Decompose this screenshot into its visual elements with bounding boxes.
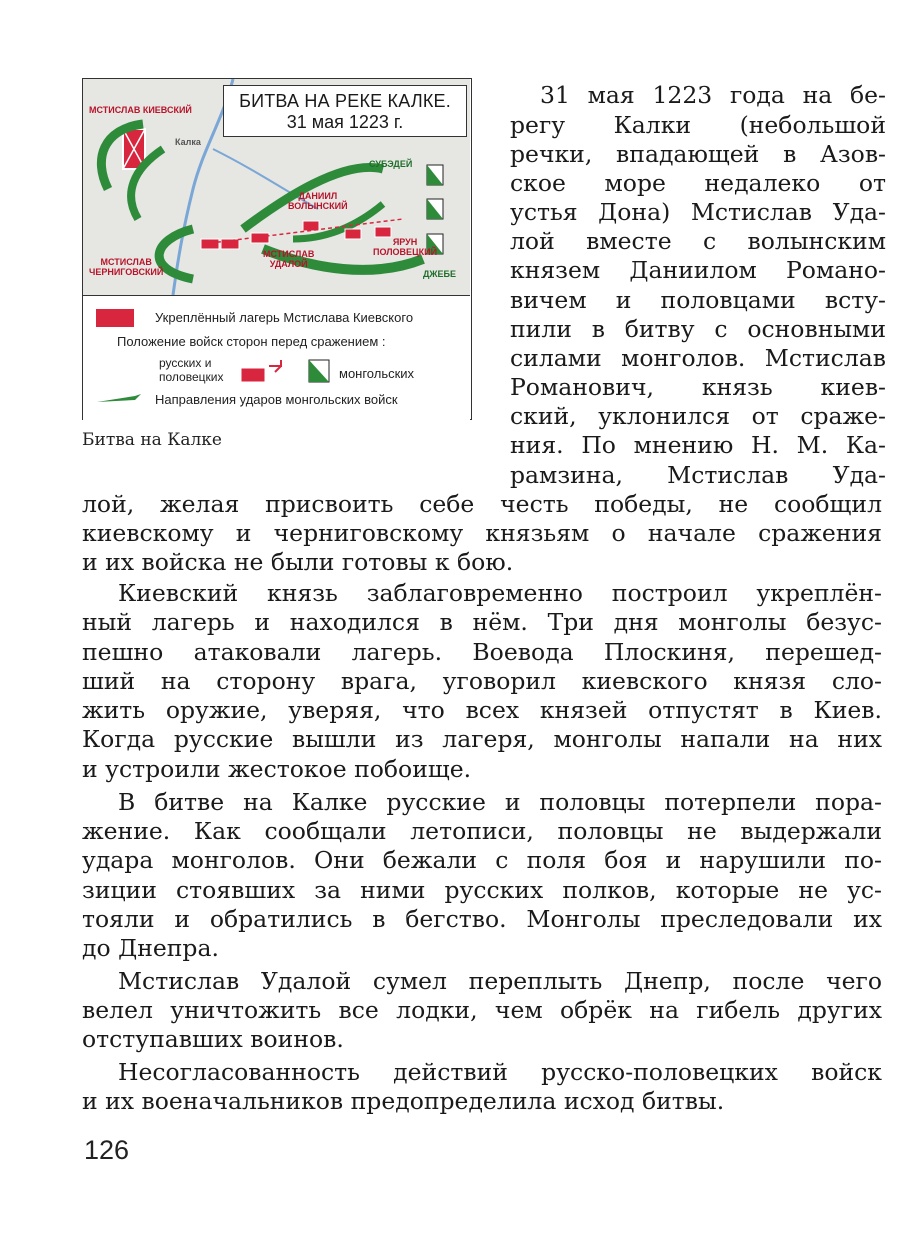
russian-unit xyxy=(375,227,391,237)
russian-legend-icon xyxy=(241,358,285,384)
label-jebe: ДЖЕБЕ xyxy=(423,269,457,279)
text-line: и устроили жестокое побоище. xyxy=(82,755,472,783)
map-title-line1: БИТВА НА РЕКЕ КАЛКЕ. xyxy=(239,91,451,111)
label-mstislav-kievsky: МСТИСЛАВ КИЕВСКИЙ xyxy=(89,105,192,115)
text-line: 31 мая 1223 года на бе- xyxy=(540,81,886,109)
text-line: лой, желая присвоить себе честь победы, не сообщил xyxy=(82,490,882,518)
text-line: Мстислав Удалой сумел переплыть Днепр, после чего xyxy=(118,967,882,995)
camp-legend-icon xyxy=(95,308,135,328)
text-line: В битве на Калке русские и половцы потерпели пора- xyxy=(118,788,882,816)
label-yarun-line2: ПОЛОВЕЦКИЙ xyxy=(373,247,438,257)
label-mstislav-udaloy-line2: УДАЛОЙ xyxy=(269,259,308,269)
text-line: пили в битву с основными xyxy=(510,315,886,343)
legend-russian-line1: русских и xyxy=(159,356,212,370)
map-legend xyxy=(83,295,470,420)
text-line: Когда русские вышли из лагеря, монголы напали на них xyxy=(82,725,882,753)
label-daniil xyxy=(288,191,348,211)
text-line: жить оружие, уверяя, что всех князей отпустят в Киев. xyxy=(82,696,882,724)
figure-caption: Битва на Калке xyxy=(82,430,222,450)
text-line: силами монголов. Мстислав xyxy=(510,344,886,372)
text-line: и их военачальников предопределила исход битвы. xyxy=(82,1087,725,1115)
label-mstislav-udaloy-line1: МСТИСЛАВ xyxy=(263,249,315,259)
label-yarun-line1: ЯРУН xyxy=(392,237,418,247)
label-mstislav-chern xyxy=(89,257,163,277)
page-number: 126 xyxy=(84,1135,130,1165)
legend-russian xyxy=(159,356,223,384)
text-line: велел уничтожить все лодки, чем обрёк на гибель других xyxy=(82,996,882,1024)
text-line: и их войска не были готовы к бою. xyxy=(82,548,514,576)
label-yarun xyxy=(373,237,437,257)
map-title xyxy=(223,85,467,137)
text-line: зиции стоявших за ними русских полков, которые не ус- xyxy=(82,876,882,904)
text-line: ское море недалеко от xyxy=(510,169,886,197)
legend-positions: Положение войск сторон перед сражением : xyxy=(117,334,386,349)
text-line: ния. По мнению Н. М. Ка- xyxy=(510,431,886,459)
russian-unit xyxy=(221,239,239,249)
battle-map-figure xyxy=(82,78,472,420)
arrow-legend-icon xyxy=(95,392,143,406)
text-line: пешно атаковали лагерь. Воевода Плоскиня, перешед- xyxy=(82,638,882,666)
legend-russian-line2: половецких xyxy=(159,370,224,384)
text-line: ший на сторону врага, уговорил киевского князя сло- xyxy=(82,667,882,695)
label-mstislav-chern-line2: ЧЕРНИГОВСКИЙ xyxy=(89,267,164,277)
text-line: князем Даниилом Романо- xyxy=(510,256,886,284)
legend-mongol: монгольских xyxy=(339,366,415,381)
label-mstislav-chern-line1: МСТИСЛАВ xyxy=(100,257,152,267)
legend-camp: Укреплённый лагерь Мстислава Киевского xyxy=(155,310,414,325)
map-title-line2: 31 мая 1223 г. xyxy=(286,112,404,132)
text-line: до Днепра. xyxy=(82,934,219,962)
text-line: ный лагерь и находился в нём. Три дня монголы безус- xyxy=(82,608,882,636)
russian-unit xyxy=(345,229,361,239)
text-line: удара монголов. Они бежали с поля боя и нарушили по- xyxy=(82,846,882,874)
text-line: речки, впадающей в Азов- xyxy=(510,140,886,168)
mongol-unit xyxy=(427,199,443,219)
text-line: Киевский князь заблаговременно построил укреплён- xyxy=(118,579,882,607)
text-line: жение. Как сообщали летописи, половцы не выдержали xyxy=(82,817,882,845)
text-line: ский, уклонился от сраже- xyxy=(510,402,886,430)
text-line: регу Калки (небольшой xyxy=(510,111,886,139)
label-daniil-line2: ВОЛЫНСКИЙ xyxy=(288,201,348,211)
text-line: рамзина, Мстислав Уда- xyxy=(510,461,886,489)
text-line: тояли и обратились в бегство. Монголы преследовали их xyxy=(82,905,882,933)
text-line: Несогласованность действий русско-половецких войск xyxy=(118,1058,882,1086)
text-line: киевскому и черниговскому князьям о начале сражения xyxy=(82,519,882,547)
text-line: устья Дона) Мстислав Уда- xyxy=(510,198,886,226)
text-line: отступавших воинов. xyxy=(82,1025,344,1053)
mongol-legend-icon xyxy=(305,358,335,384)
text-line: лой вместе с волынским xyxy=(510,227,886,255)
label-daniil-line1: ДАНИИЛ xyxy=(298,191,338,201)
label-river: Калка xyxy=(175,137,201,147)
label-mstislav-udaloy xyxy=(263,249,314,269)
mongol-unit xyxy=(427,165,443,185)
text-line: вичем и половцами всту- xyxy=(510,286,886,314)
legend-directions: Направления ударов монгольских войск xyxy=(155,392,398,407)
label-subedei: СУБЭДЕЙ xyxy=(369,159,413,169)
text-line: Романович, князь киев- xyxy=(510,373,886,401)
